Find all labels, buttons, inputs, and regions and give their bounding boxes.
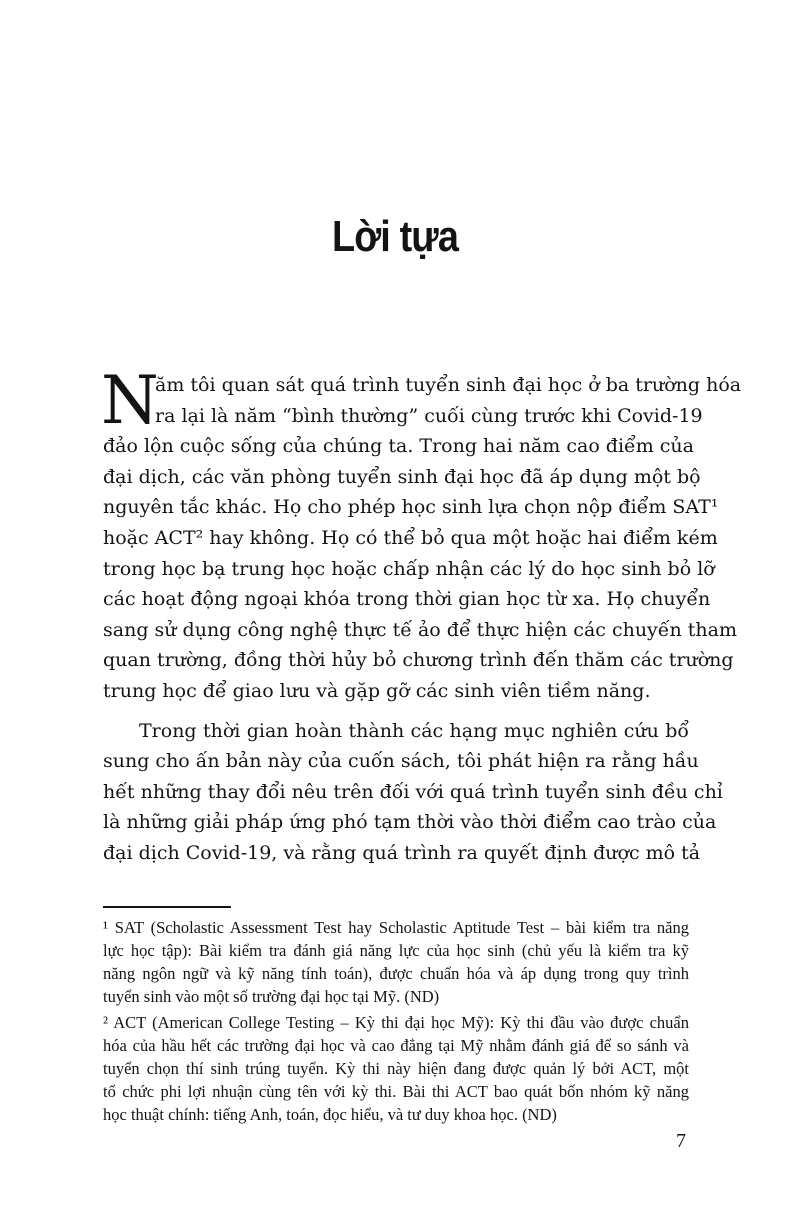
footnote-1 [103,916,689,1008]
text-line: sung cho ấn bản này của cuốn sách, tôi phát hiện ra rằng hầu [103,750,699,773]
drop-cap: N [101,362,159,439]
footnote-line: tuyển sinh vào một số trường đại học tại Mỹ. (ND) [103,987,440,1006]
footnote-line: tuyển chọn thí sinh trúng tuyển. Kỳ thi này hiện đang được quản lý bởi ACT, một [103,1059,689,1078]
text-line: là những giải pháp ứng phó tạm thời vào thời điểm cao trào của [103,811,717,834]
text-line: trong học bạ trung học hoặc chấp nhận các lý do học sinh bỏ lỡ [103,557,715,580]
footnotes [103,916,689,1126]
text-line: hết những thay đổi nêu trên đối với quá trình tuyển sinh đều chỉ [103,780,723,803]
text-line: các hoạt động ngoại khóa trong thời gian học từ xa. Họ chuyển [103,588,711,611]
chapter-title: Lời tựa [331,212,459,261]
text-line: ra lại là năm “bình thường” cuối cùng trước khi Covid-19 [155,404,703,427]
footnote-divider [103,906,231,908]
text-line: đảo lộn cuộc sống của chúng ta. Trong hai năm cao điểm của [103,435,694,458]
body-text [101,362,742,869]
text-line: đại dịch Covid-19, và rằng quá trình ra quyết định được mô tả [103,841,701,864]
text-line: trung học để giao lưu và gặp gỡ các sinh viên tiềm năng. [103,679,651,702]
text-line: Trong thời gian hoàn thành các hạng mục nghiên cứu bổ [139,719,689,742]
text-line: ăm tôi quan sát quá trình tuyển sinh đại học ở ba trường hóa [155,374,742,396]
text-line: hoặc ACT² hay không. Họ có thể bỏ qua một hoặc hai điểm kém [103,526,718,549]
text-line: nguyên tắc khác. Họ cho phép học sinh lựa chọn nộp điểm SAT¹ [103,496,719,519]
footnote-line: hóa của hầu hết các trường đại học và cao đẳng tại Mỹ nhằm đánh giá để so sánh và [103,1036,689,1055]
page-number: 7 [676,1130,686,1152]
footnote-line: năng ngôn ngữ và kỹ năng tính toán), được chuẩn hóa và áp dụng trong quy trình [103,964,689,983]
footnote-line: ¹ SAT (Scholastic Assessment Test hay Scholastic Aptitude Test – bài kiểm tra năng [103,918,689,937]
paragraph-2 [103,716,723,869]
footnote-2 [103,1011,689,1126]
text-line: quan trường, đồng thời hủy bỏ chương trình đến thăm các trường [103,649,734,672]
footnote-line: ² ACT (American College Testing – Kỳ thi đại học Mỹ): Kỳ thi đầu vào được chuẩn [103,1013,689,1032]
footnote-line: lực học tập): Bài kiểm tra đánh giá năng lực của học sinh (chủ yếu là kiểm tra kỹ [103,941,689,960]
footnote-line: học thuật chính: tiếng Anh, toán, đọc hiểu, và tư duy khoa học. (ND) [103,1105,557,1124]
text-line: đại dịch, các văn phòng tuyển sinh đại học đã áp dụng một bộ [103,465,701,488]
footnote-line: tổ chức phi lợi nhuận cùng tên với kỳ thi. Bài thi ACT bao quát bốn nhóm kỹ năng [103,1082,689,1101]
text-line: sang sử dụng công nghệ thực tế ảo để thực hiện các chuyến tham [103,618,737,641]
paragraph-1 [101,362,742,707]
